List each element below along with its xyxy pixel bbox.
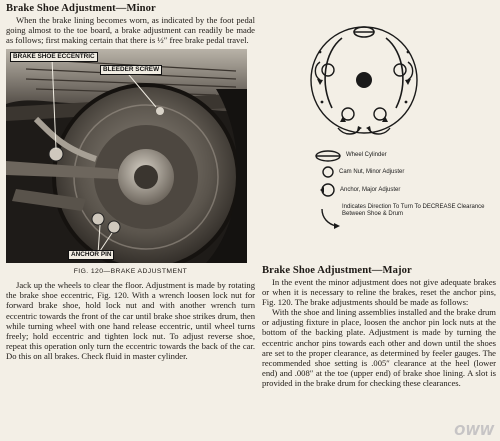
left-column: [6, 2, 255, 361]
watermark-logo: OWW: [454, 424, 494, 439]
label-bleeder-screw: BLEEDER SCREW: [100, 65, 162, 75]
arrow-icon: [322, 209, 336, 226]
brake-layout-diagram: [262, 2, 496, 264]
label-brake-shoe-eccentric: BRAKE SHOE ECCENTRIC: [10, 52, 98, 62]
minor-adjustment-body: Jack up the wheels to clear the floor. Adjustment is made by rotating the brake shoe eccentric, Fig. 120. With a wrench loosen lock nut for forward brake shoe, hold lock nut and with another wrench turn eccentric towards the front of the car until brake shoe strikes drum, then while turning wheel with one hand release eccentric, until wheel turns freely; hold eccentric and tighten lock nut. To adjust reverse shoe, repeat this operation only turn the eccentric towards the back of the car. Do this on all brakes. Check fluid in master cylinder.: [6, 280, 255, 361]
brake-adjustment-photo: [6, 49, 247, 263]
brake-diagram: [262, 2, 496, 264]
cam-nut-icon: [323, 167, 333, 177]
legend-arrow: Indicates Direction To Turn To DECREASE Clearance Between Shoe & Drum: [342, 204, 485, 218]
major-adjustment-body: With the shoe and lining assemblies installed and the brake drum or adjusting fixture in place, loosen the anchor pin lock nuts at the bottom of the backing plate. Adjustment is made by turning the eccentric anchor pins towards each other and down until the shoes are set to the proper clearance, as determined by feeler gauges. The recommended shoe setting is .005″ clearance at the heel (lower end) and .008″ at the toe (upper end) of brake shoe lining. A slot is provided in the brake drum for checking these clearances.: [262, 307, 496, 388]
minor-adjustment-intro: When the brake lining becomes worn, as indicated by the foot pedal going almost to the toe board, a brake adjustment can readily be made as follows; first making certain that there is ½″ free brake pedal travel.: [6, 15, 255, 46]
label-anchor-pin: ANCHOR PIN: [68, 250, 114, 260]
major-adjustment-intro: In the event the minor adjustment does not give adequate brakes or when it is necessary to reline the brakes, reset the anchor pins, Fig. 120. The brake adjustments should be made as follows:: [262, 277, 496, 308]
legend-anchor: Anchor, Major Adjuster: [340, 187, 401, 193]
right-column: [262, 2, 496, 388]
legend-wheel-cylinder: Wheel Cylinder: [346, 152, 387, 158]
major-adjustment-title: Brake Shoe Adjustment—Major: [262, 265, 412, 276]
minor-adjustment-title: Brake Shoe Adjustment—Minor: [6, 3, 156, 14]
legend-cam-nut: Cam Nut, Minor Adjuster: [339, 169, 405, 175]
figure-caption: FIG. 120—BRAKE ADJUSTMENT: [73, 268, 188, 276]
brake-photo-illustration: [6, 49, 247, 263]
